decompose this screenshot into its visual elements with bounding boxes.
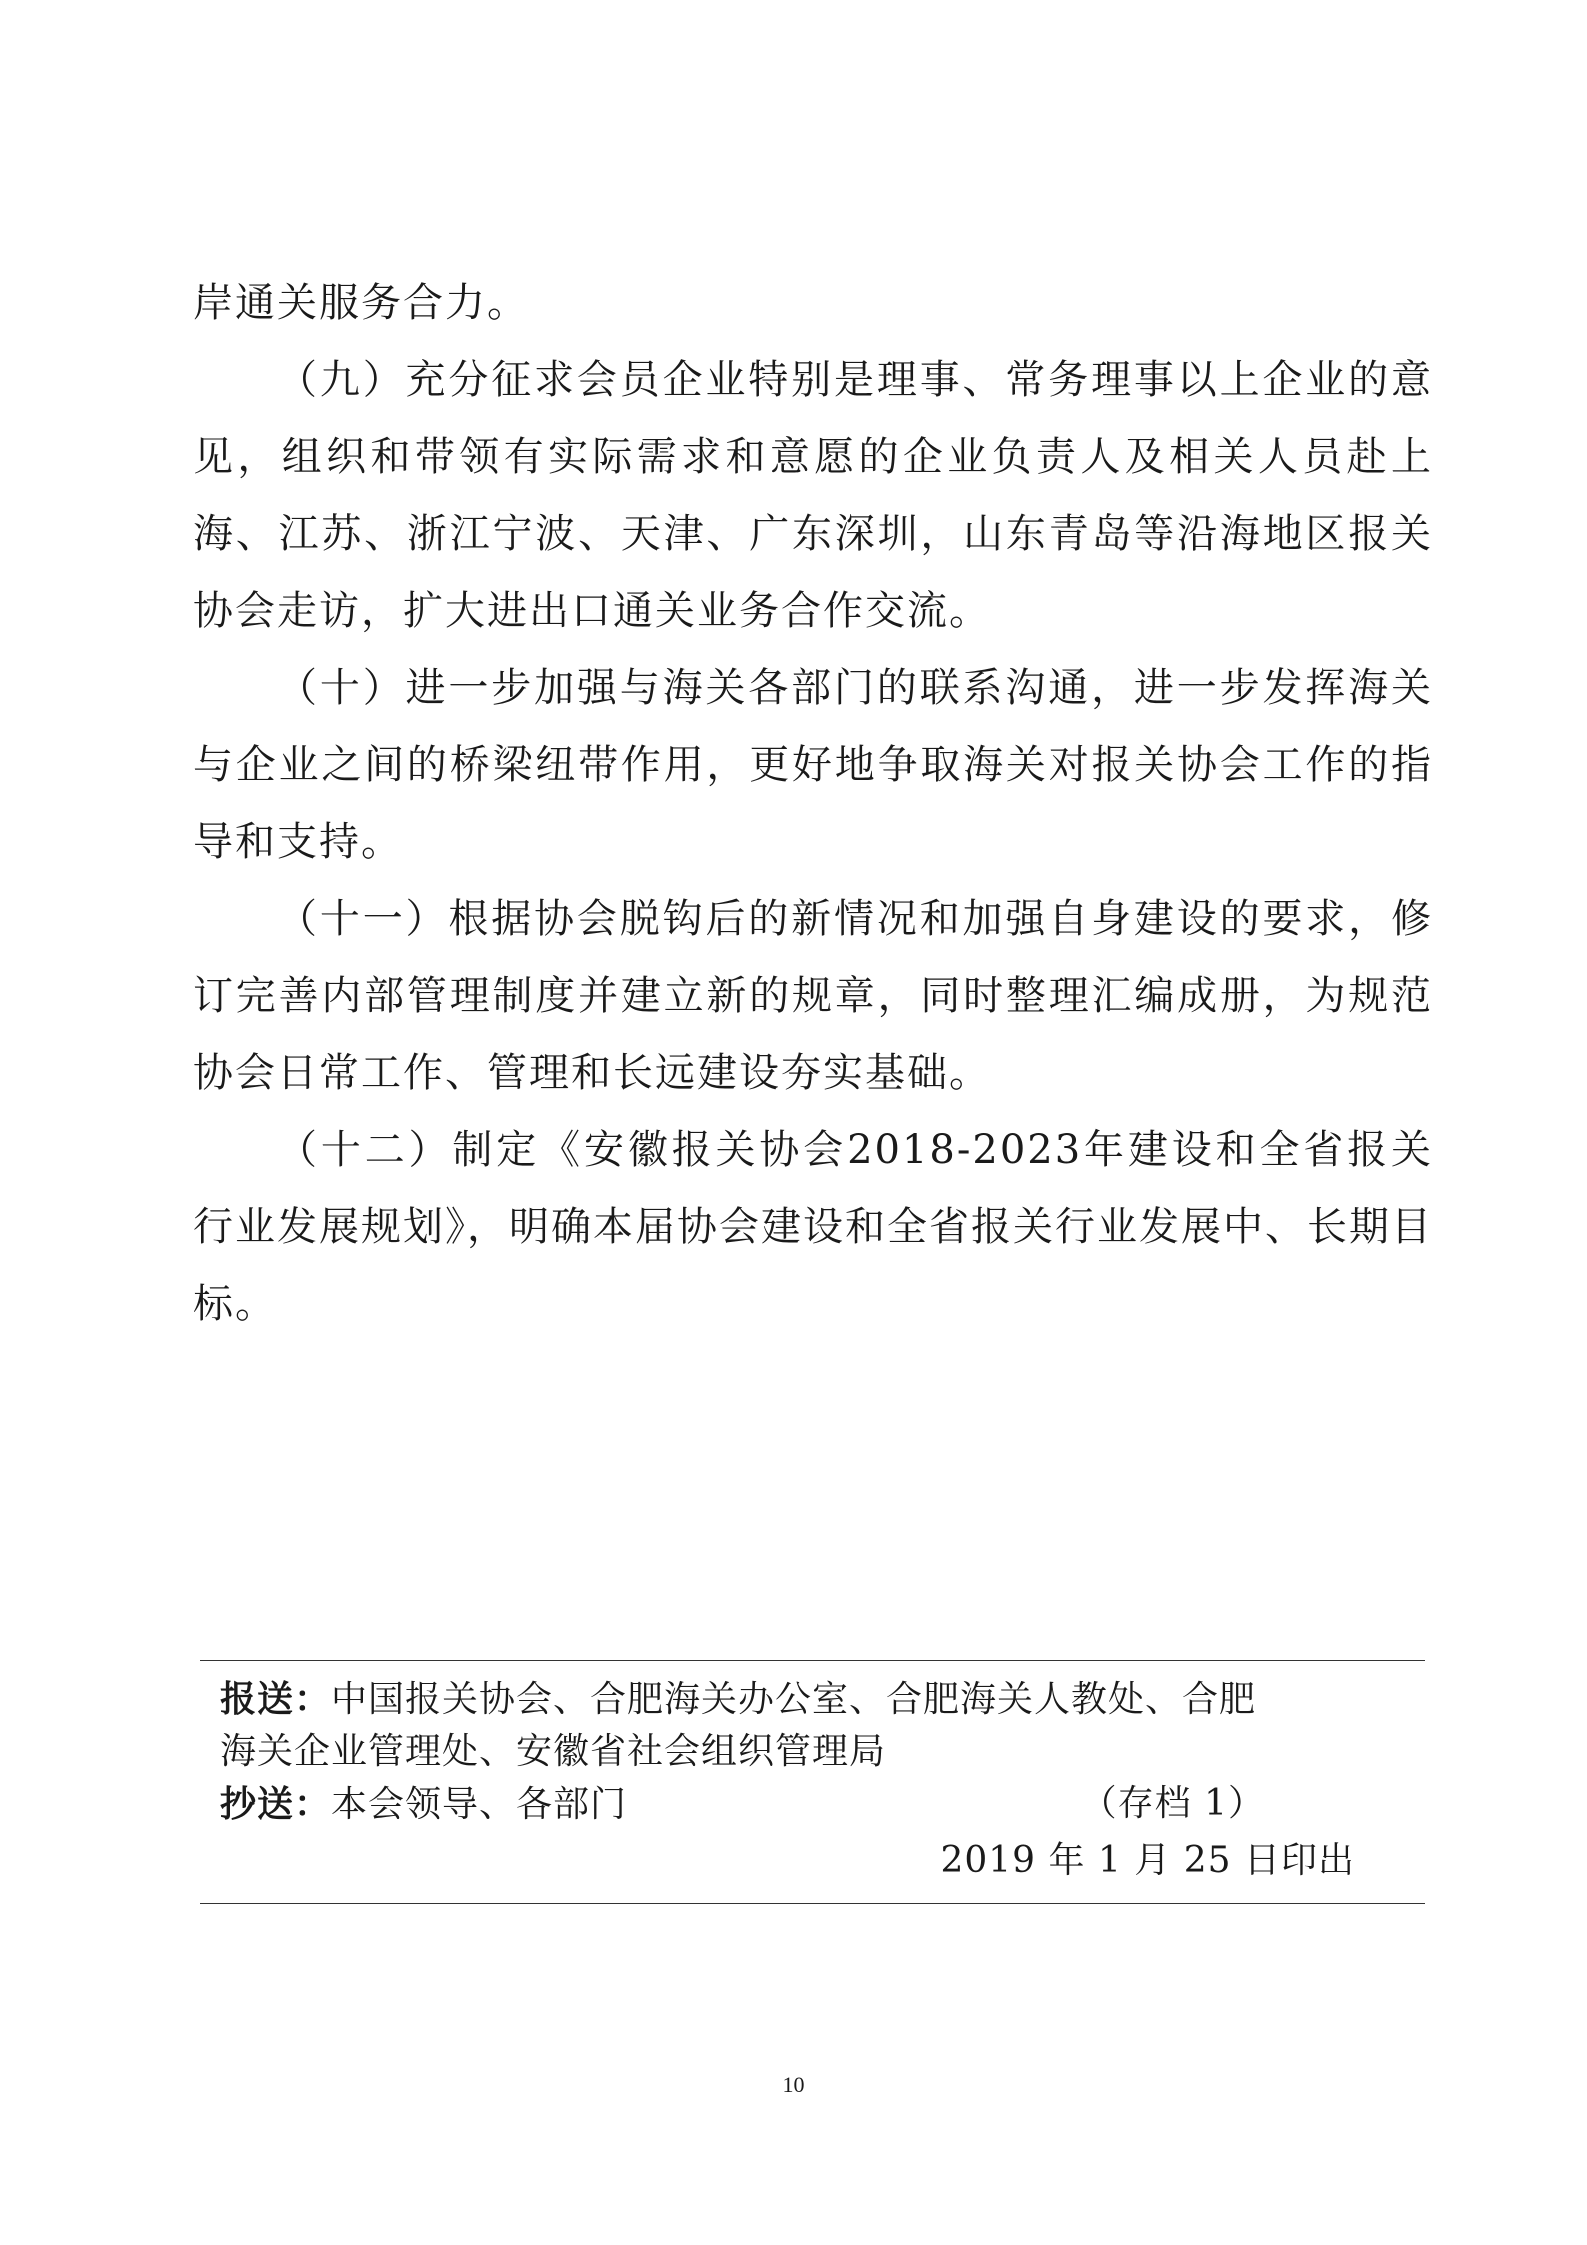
paragraph-item-10: （十）进一步加强与海关各部门的联系沟通，进一步发挥海关与企业之间的桥梁纽带作用，更好地争取海关对报关协会工作的指导和支持。 bbox=[193, 665, 1433, 865]
cc-line bbox=[220, 1778, 1405, 1831]
cc-label: 抄送： bbox=[220, 1783, 332, 1825]
footer-bottom-rule bbox=[200, 1903, 1425, 1904]
send-to-recipients-2: 海关企业管理处、安徽省社会组织管理局 bbox=[220, 1731, 887, 1772]
paragraph-continuation: 岸通关服务合力。 bbox=[193, 280, 529, 326]
print-date: 2019 年 1 月 25 日印出 bbox=[940, 1840, 1355, 1881]
cc-recipients: 本会领导、各部门 bbox=[331, 1784, 628, 1825]
document-body bbox=[193, 265, 1433, 1343]
paragraph-item-9: （九）充分征求会员企业特别是理事、常务理事以上企业的意见，组织和带领有实际需求和意愿的企业负责人及相关人员赴上海、江苏、浙江宁波、天津、广东深圳，山东青岛等沿海地区报关协会走访，扩大进出口通关业务合作交流。 bbox=[193, 357, 1433, 634]
page-number: 10 bbox=[782, 2072, 805, 2097]
archive-note: （存档 1） bbox=[1080, 1783, 1265, 1824]
distribution-list bbox=[200, 1661, 1425, 1831]
send-to-line-2 bbox=[220, 1726, 1405, 1778]
distribution-footer bbox=[200, 1660, 1425, 1904]
paragraph-item-12: （十二）制定《安徽报关协会2018-2023年建设和全省报关行业发展规划》，明确本届协会建设和全省报关行业发展中、长期目标。 bbox=[193, 1127, 1433, 1327]
send-to-recipients-1: 中国报关协会、合肥海关办公室、合肥海关人教处、合肥 bbox=[331, 1679, 1257, 1720]
send-to-line-1 bbox=[220, 1673, 1405, 1726]
paragraph-item-11: （十一）根据协会脱钩后的新情况和加强自身建设的要求，修订完善内部管理制度并建立新的规章，同时整理汇编成册，为规范协会日常工作、管理和长远建设夯实基础。 bbox=[193, 896, 1433, 1096]
send-to-label: 报送： bbox=[220, 1678, 332, 1720]
